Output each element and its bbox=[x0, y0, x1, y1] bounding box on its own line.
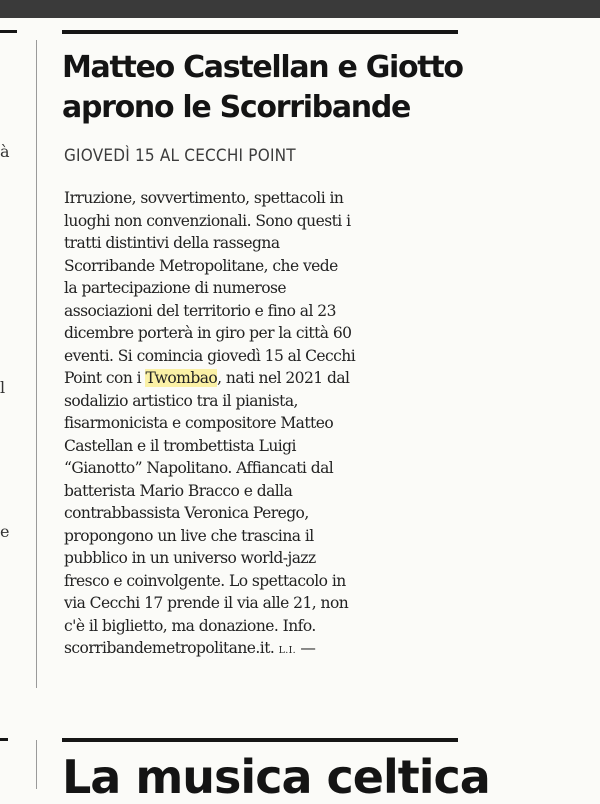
column-divider-lower bbox=[36, 740, 37, 789]
body-line: associazioni del territorio e fino al 23 bbox=[64, 301, 336, 320]
body-line-prefix: Point con i bbox=[64, 369, 146, 387]
body-line: c'è il biglietto, ma donazione. Info. bbox=[64, 616, 316, 635]
article-body bbox=[64, 187, 469, 663]
body-line: dicembre porterà in giro per la città 60 bbox=[64, 324, 352, 342]
body-line: propongono un live che trascina il bbox=[64, 526, 314, 545]
headline-line: aprono le Scorribande bbox=[62, 90, 411, 125]
left-column-fragment: à bbox=[0, 142, 10, 161]
column-divider bbox=[36, 40, 37, 688]
body-line: Castellan e il trombettista Luigi bbox=[64, 436, 296, 455]
body-line: batterista Mario Bracco e dalla bbox=[64, 481, 293, 500]
body-line: fresco e coinvolgente. Lo spettacolo in bbox=[64, 571, 346, 590]
left-column-rule-lower bbox=[0, 738, 8, 741]
next-article-top-rule bbox=[62, 738, 458, 742]
body-line: fisarmonicista e compositore Matteo bbox=[64, 414, 334, 432]
body-line: pubblico in un universo world-jazz bbox=[64, 549, 316, 567]
left-column-rule bbox=[0, 30, 17, 33]
body-line: Irruzione, sovvertimento, spettacoli in bbox=[64, 189, 344, 207]
info-website: scorribandemetropolitane.it. bbox=[64, 639, 275, 657]
body-line: Scorribande Metropolitane, che vede bbox=[64, 256, 338, 275]
body-line: luoghi non convenzionali. Sono questi i bbox=[64, 211, 351, 230]
end-mark: — bbox=[300, 639, 316, 657]
highlighted-word: Twombao bbox=[145, 369, 218, 387]
body-line-suffix: , nati nel 2021 dal bbox=[217, 369, 350, 387]
article-headline bbox=[62, 48, 482, 128]
body-line bbox=[64, 367, 469, 390]
body-line: la partecipazione di numerose bbox=[64, 279, 286, 297]
left-column-fragment: l bbox=[0, 378, 6, 397]
next-article-headline: La musica celtica bbox=[62, 750, 490, 804]
article-subhead: GIOVEDÌ 15 AL CECCHI POINT bbox=[64, 146, 296, 166]
body-line: tratti distintivi della rassegna bbox=[64, 234, 280, 252]
body-line: eventi. Si comincia giovedì 15 al Cecchi bbox=[64, 346, 356, 365]
body-line: sodalizio artistico tra il pianista, bbox=[64, 391, 298, 410]
article-top-rule bbox=[62, 30, 458, 34]
headline-line: Matteo Castellan e Giotto bbox=[62, 50, 463, 85]
body-line-last bbox=[64, 637, 469, 663]
body-line: contrabbassista Veronica Perego, bbox=[64, 504, 309, 522]
body-line: “Gianotto” Napolitano. Affiancati dal bbox=[64, 459, 334, 477]
top-bar bbox=[0, 0, 600, 18]
left-column-fragment: e bbox=[0, 522, 10, 541]
author-initials: L.I. bbox=[278, 645, 296, 656]
body-line: via Cecchi 17 prende il via alle 21, non bbox=[64, 594, 349, 612]
